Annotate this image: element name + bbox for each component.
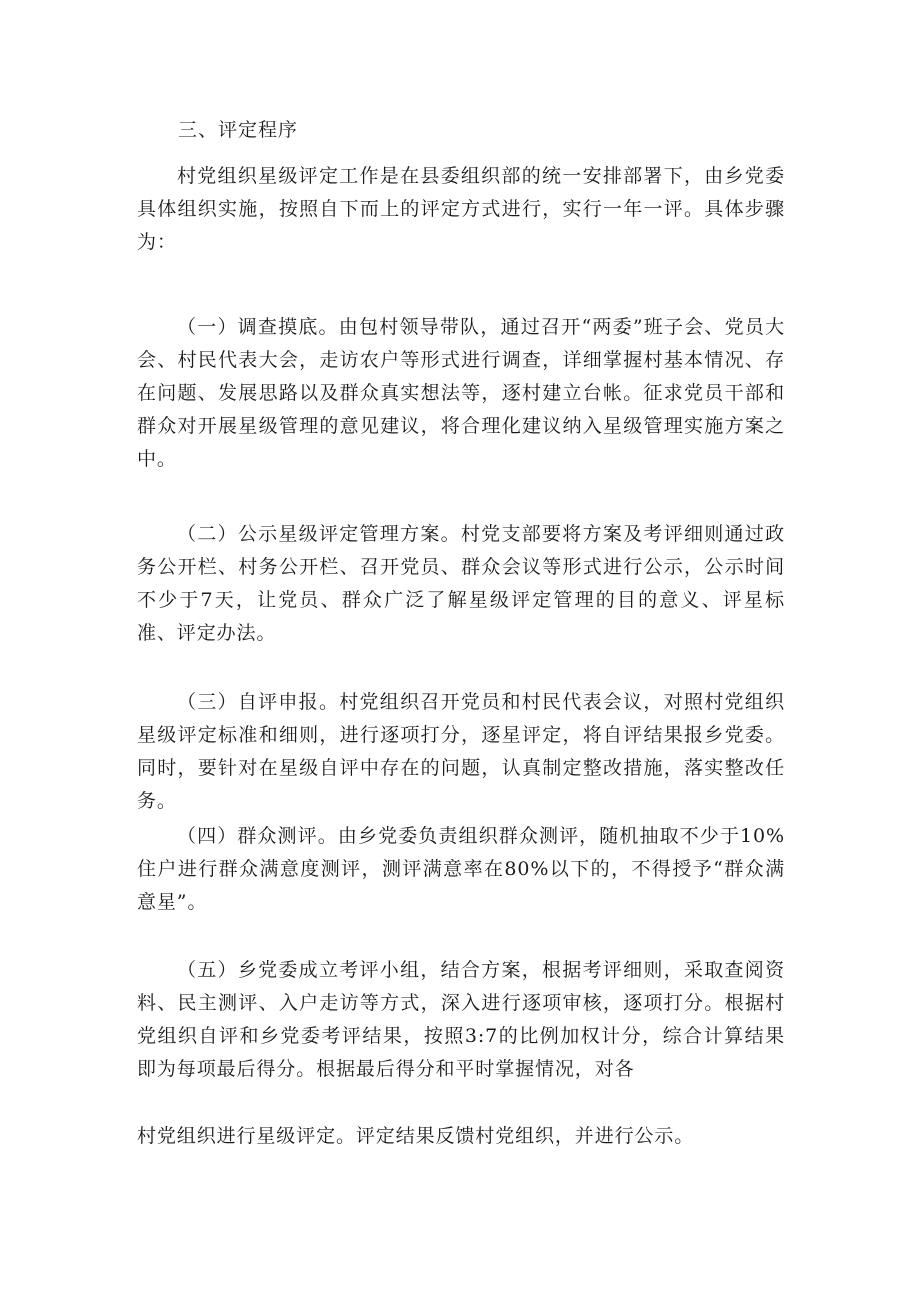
step-2-paragraph: （二）公示星级评定管理方案。村党支部要将方案及考评细则通过政务公开栏、村务公开栏、召开党员、群众会议等形式进行公示，公示时间不少于7天，让党员、群众广泛了解星级评定管理的目的意义、评星标准、评定办法。 <box>137 523 785 644</box>
intro-paragraph: 村党组织星级评定工作是在县委组织部的统一安排部署下，由乡党委具体组织实施，按照自下而上的评定方式进行，实行一年一评。具体步骤为： <box>137 165 785 253</box>
step-1-paragraph: （一）调查摸底。由包村领导带队，通过召开“两委”班子会、党员大会、村民代表大会，走访农户等形式进行调查，详细掌握村基本情况、存在问题、发展思路以及群众真实想法等，逐村建立台帐。征求党员干部和群众对开展星级管理的意见建议，将合理化建议纳入星级管理实施方案之中。 <box>137 316 785 470</box>
step-3-paragraph: （三）自评申报。村党组织召开党员和村民代表会议，对照村党组织星级评定标准和细则，进行逐项打分，逐星评定，将自评结果报乡党委。同时，要针对在星级自评中存在的问题，认真制定整改措施，落实整改任务。 <box>137 691 785 812</box>
step-5-paragraph: （五）乡党委成立考评小组，结合方案，根据考评细则，采取查阅资料、民主测评、入户走访等方式，深入进行逐项审核，逐项打分。根据村党组织自评和乡党委考评结果，按照3:7的比例加权计分，综合计算结果即为每项最后得分。根据最后得分和平时掌握情况，对各 <box>137 959 785 1080</box>
step-5-continuation: 村党组织进行星级评定。评定结果反馈村党组织，并进行公示。 <box>137 1125 695 1147</box>
step-4-paragraph: （四）群众测评。由乡党委负责组织群众测评，随机抽取不少于10%住户进行群众满意度测评，测评满意率在80%以下的，不得授予“群众满意星”。 <box>137 825 785 913</box>
section-heading: 三、评定程序 <box>178 119 299 141</box>
